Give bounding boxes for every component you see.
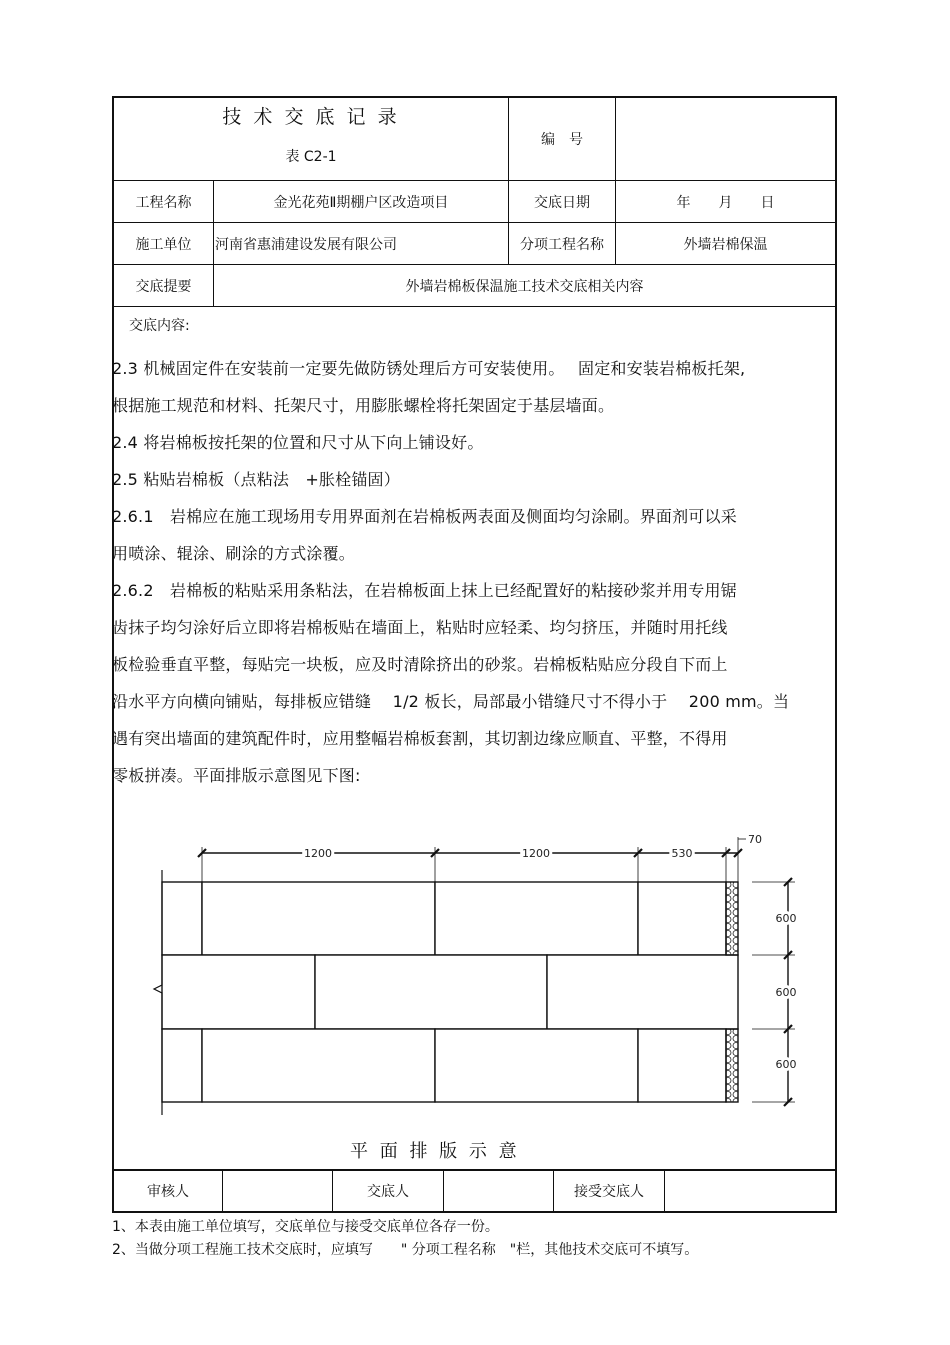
content-line: 用喷涂、辊涂、刷涂的方式涂覆。 <box>112 544 356 563</box>
project-name-label: 工程名称 <box>135 194 192 211</box>
code-label: 编 号 <box>541 132 583 148</box>
panel-row2-b <box>315 955 547 1029</box>
panel-row1-530 <box>638 882 726 955</box>
page-title: 技 术 交 底 记 录 <box>222 105 400 128</box>
content-label: 交底内容: <box>129 318 190 334</box>
reviewer-value[interactable] <box>223 1171 332 1211</box>
panel-layout-diagram <box>140 825 820 1115</box>
panel-row3-530 <box>638 1029 726 1102</box>
dim-label: 1200 <box>522 847 550 860</box>
strip-70-row3 <box>726 1029 738 1102</box>
receiver-label: 接受交底人 <box>574 1184 644 1200</box>
panel-row1-1200a <box>202 882 435 955</box>
code-value[interactable] <box>616 98 835 180</box>
discloser-value[interactable] <box>444 1171 553 1211</box>
content-line: 板检验垂直平整，每贴完一块板，应及时清除挤出的砂浆。岩棉板粘贴应分段自下而上 <box>112 655 728 674</box>
receiver-value[interactable] <box>665 1171 835 1211</box>
sub-project-value: 外墙岩棉保温 <box>683 236 768 253</box>
panel-row3-1200a <box>202 1029 435 1102</box>
table-border-bottom <box>112 1211 837 1213</box>
content-line: 2.6.2 岩棉板的粘贴采用条粘法，在岩棉板面上抹上已经配置好的粘接砂浆并用专用锯 <box>112 581 737 600</box>
content-line: 2.5 粘贴岩棉板（点粘法 +胀栓锚固） <box>112 470 400 489</box>
dim-label: 600 <box>775 1058 797 1071</box>
panel-row1-1200b <box>435 882 638 955</box>
project-name-value: 金光花苑Ⅱ期棚户区改造项目 <box>273 194 449 211</box>
panel-row1-edge <box>162 882 202 955</box>
dim-label: 1200 <box>304 847 332 860</box>
content-line: 根据施工规范和材料、托架尺寸，用膨胀螺栓将托架固定于基层墙面。 <box>112 396 615 415</box>
dim-label: 530 <box>671 847 693 860</box>
contractor-value: 河南省惠浦建设发展有限公司 <box>215 236 397 253</box>
content-line: 齿抹子均匀涂好后立即将岩棉板贴在墙面上，粘贴时应轻柔、均匀挤压，并随时用托线 <box>112 618 728 637</box>
content-line: 零板拼凑。平面排版示意图见下图: <box>112 766 361 785</box>
content-line: 沿水平方向横向铺贴，每排板应错缝 1/2 板长，局部最小错缝尺寸不得小于 200 mm。当 <box>112 692 790 711</box>
content-line: 2.4 将岩棉板按托架的位置和尺寸从下向上铺设好。 <box>112 433 484 452</box>
panel-row3-edge <box>162 1029 202 1102</box>
summary-label: 交底提要 <box>135 278 192 295</box>
summary-value: 外墙岩棉板保温施工技术交底相关内容 <box>405 278 644 295</box>
reviewer-label: 审核人 <box>147 1184 189 1200</box>
row-divider <box>112 306 837 307</box>
contractor-label: 施工单位 <box>135 236 192 253</box>
panel-row3-1200b <box>435 1029 638 1102</box>
diagram-caption: 平 面 排 版 示 意 <box>350 1141 520 1162</box>
content-line: 遇有突出墙面的建筑配件时，应用整幅岩棉板套割，其切割边缘应顺直、平整，不得用 <box>112 729 728 748</box>
panel-row2-a <box>162 955 315 1029</box>
footnote: 2、当做分项工程施工技术交底时，应填写 " 分项工程名称 "栏，其他技术交底可不填写。 <box>112 1242 699 1258</box>
break-mark <box>154 870 162 1115</box>
form-number: 表 C2-1 <box>285 149 337 165</box>
date-value[interactable]: 年 月 日 <box>676 194 775 211</box>
dim-label: 600 <box>775 912 797 925</box>
dim-label: 70 <box>748 833 762 846</box>
content-line: 2.3 机械固定件在安装前一定要先做防锈处理后方可安装使用。 固定和安装岩棉板托架, <box>112 359 746 378</box>
content-line: 2.6.1 岩棉应在施工现场用专用界面剂在岩棉板两表面及侧面均匀涂刷。界面剂可以采 <box>112 507 737 526</box>
discloser-label: 交底人 <box>367 1184 409 1200</box>
dim-label: 600 <box>775 986 797 999</box>
panel-row2-c <box>547 955 738 1029</box>
sub-project-label: 分项工程名称 <box>520 236 604 253</box>
footnote: 1、本表由施工单位填写，交底单位与接受交底单位各存一份。 <box>112 1219 499 1235</box>
date-label: 交底日期 <box>534 194 590 211</box>
strip-70-row1 <box>726 882 738 955</box>
